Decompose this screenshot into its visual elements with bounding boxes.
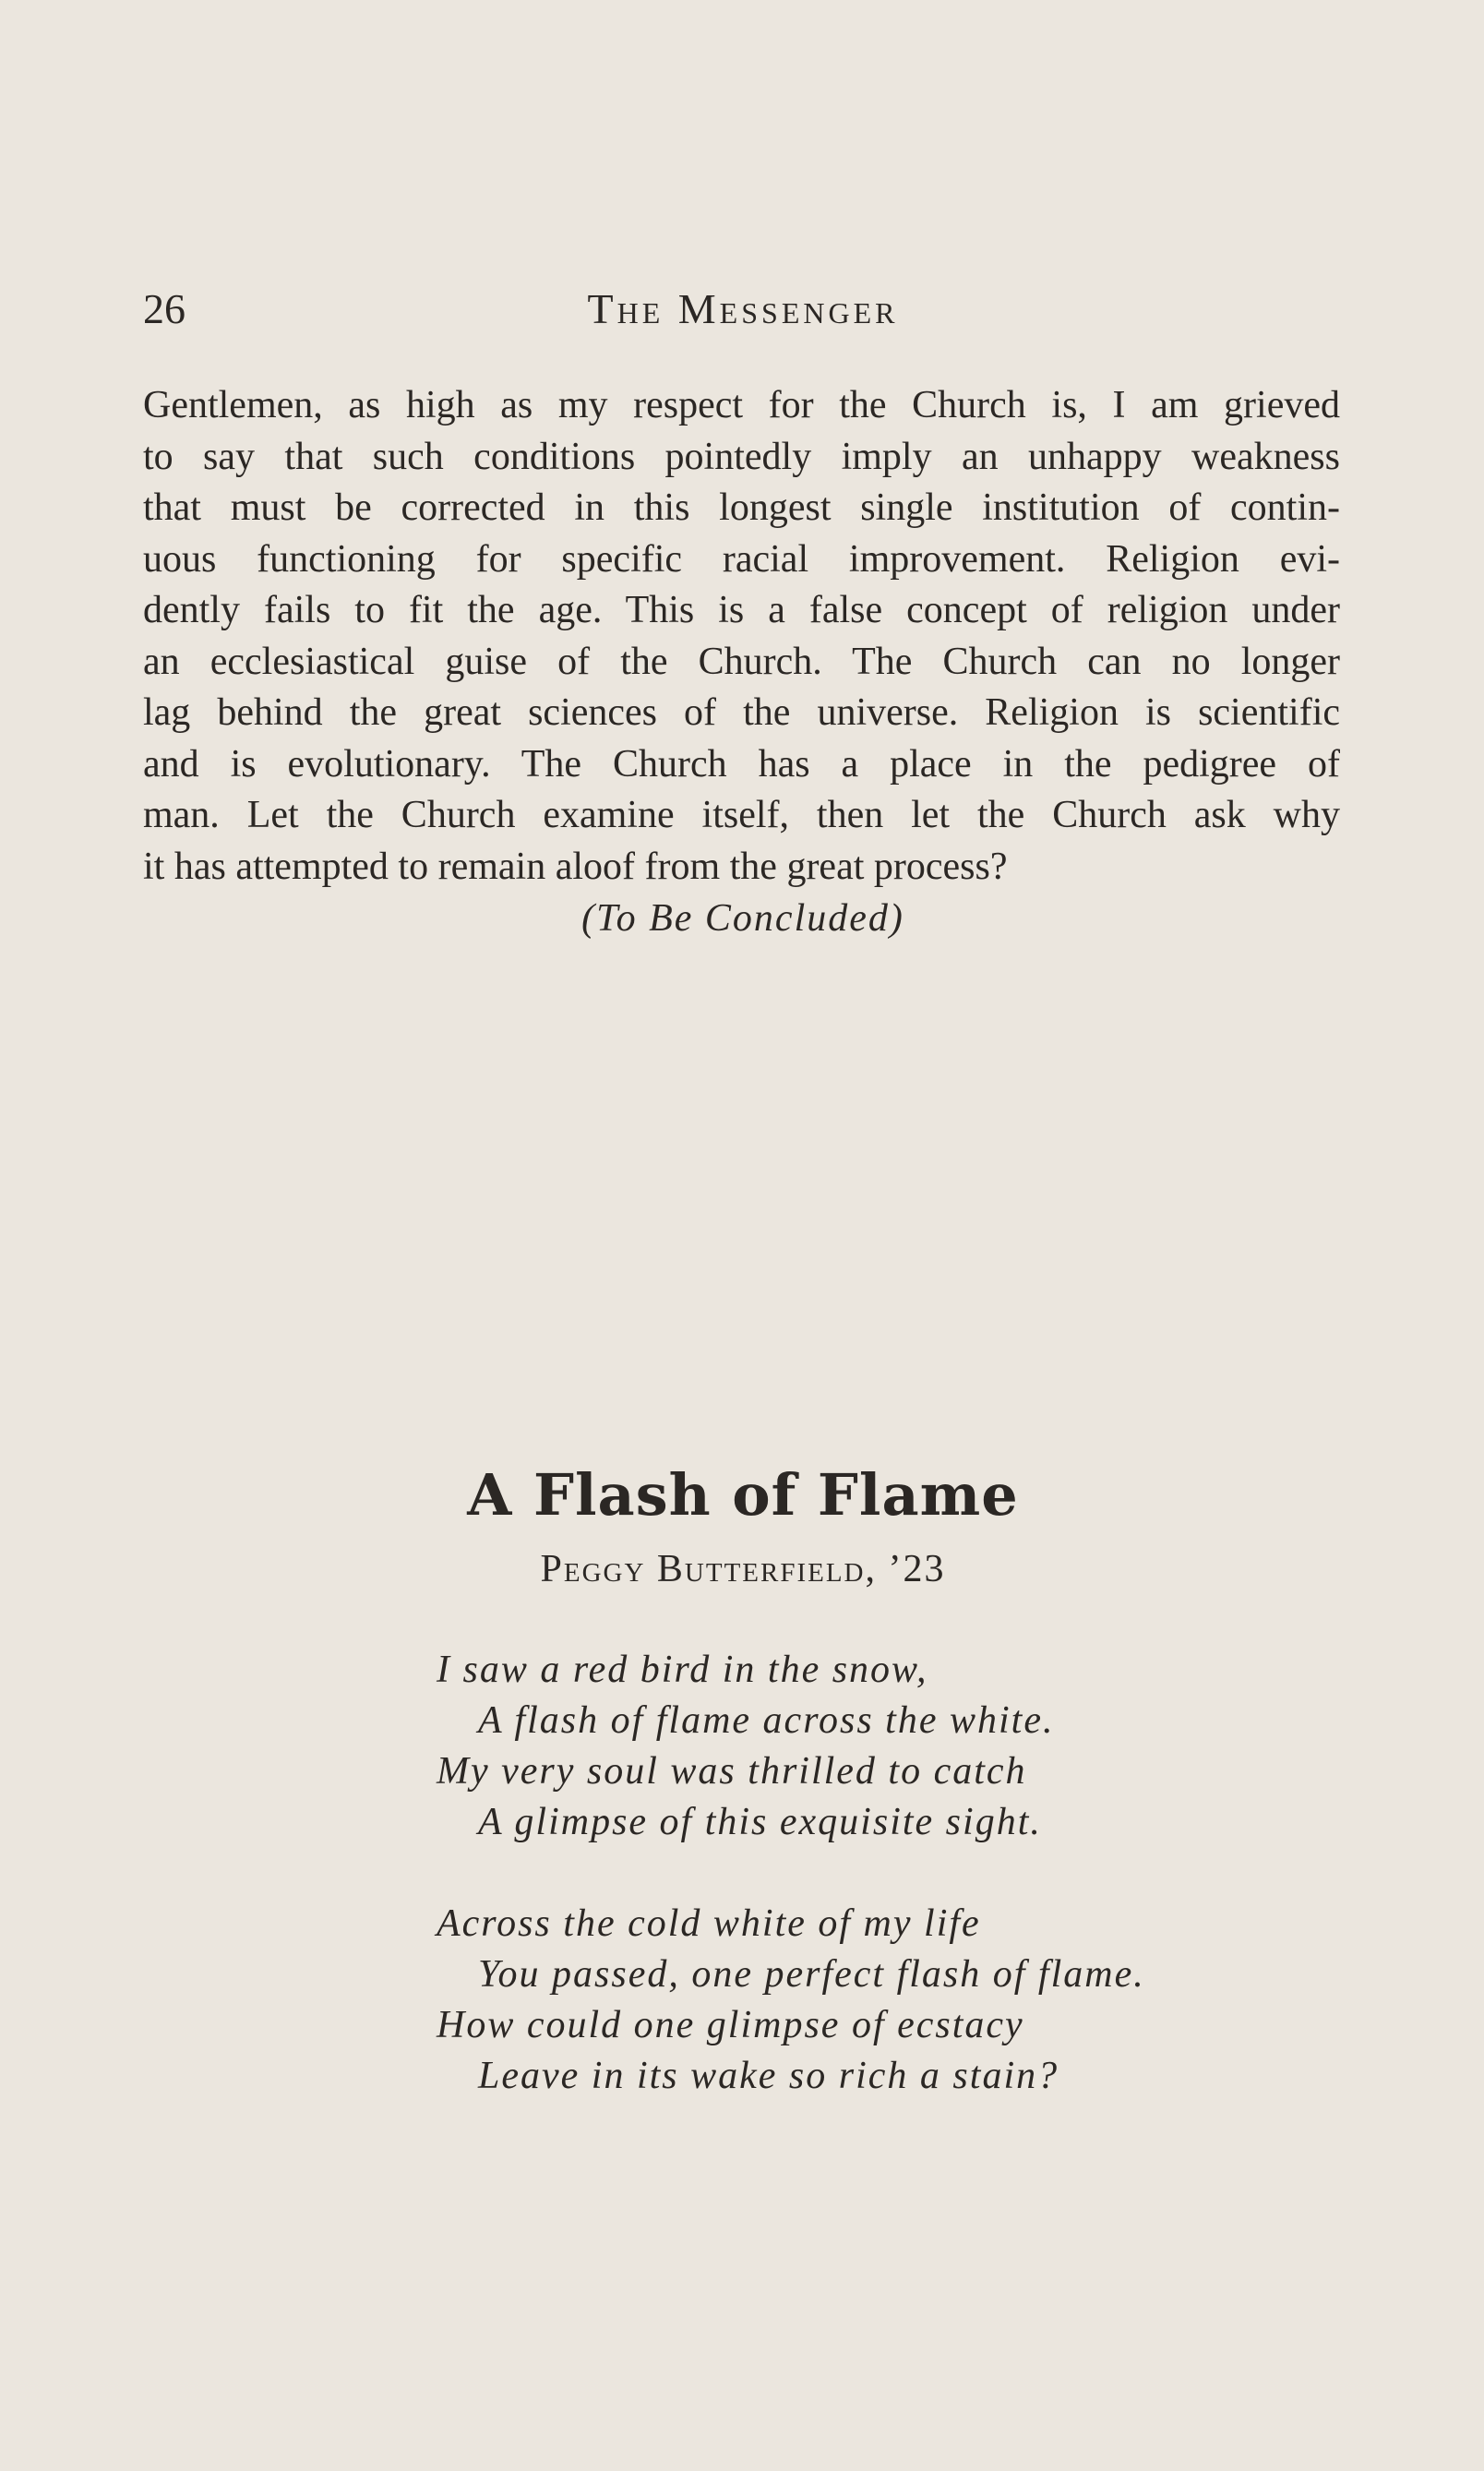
paragraph-line: uous functioning for specific racial improvement. Religion evi- [143, 537, 1340, 581]
poem-body [437, 1645, 1267, 2153]
poem-line: I saw a red bird in the snow, [437, 1649, 928, 1691]
running-title: The Messenger [587, 285, 899, 332]
poem-line: Leave in its wake so rich a stain? [478, 2055, 1059, 2097]
poem-author: Peggy Butterfield, ’23 [540, 1548, 946, 1590]
paragraph-line: it has attempted to remain aloof from the great process? [143, 845, 1008, 888]
poem-stanza [437, 1899, 1267, 2102]
paragraph-line: man. Let the Church examine itself, then let the Church ask why [143, 794, 1340, 836]
poem-title: A Flash of Flame [467, 1461, 1019, 1529]
poem-line: A flash of flame across the white. [478, 1699, 1055, 1742]
poem-line: Across the cold white of my life [437, 1902, 981, 1945]
paragraph-line: and is evolutionary. The Church has a place in the pedigree of [143, 742, 1340, 786]
paragraph-line: to say that such conditions pointedly imply an unhappy weakness [143, 435, 1340, 478]
paragraph-line: lag behind the great sciences of the universe. Religion is scientific [143, 691, 1340, 734]
paragraph-line: Gentlemen, as high as my respect for the Church is, I am grieved [143, 384, 1340, 426]
paragraph-line: that must be corrected in this longest single institution of contin- [143, 486, 1340, 529]
poem-line: You passed, one perfect flash of flame. [478, 1953, 1145, 1996]
poem-line: A glimpse of this exquisite sight. [478, 1801, 1042, 1843]
article-paragraph [143, 380, 1340, 893]
poem-line: How could one glimpse of ecstacy [437, 2004, 1024, 2046]
poem-stanza [437, 1645, 1267, 1848]
paragraph-line: an ecclesiastical guise of the Church. The Church can no longer [143, 640, 1340, 683]
paragraph-line: dently fails to fit the age. This is a false concept of religion under [143, 589, 1340, 631]
poem-line: My very soul was thrilled to catch [437, 1750, 1027, 1793]
continuation-note: (To Be Concluded) [581, 897, 904, 940]
page-number: 26 [143, 285, 186, 332]
page-header [143, 282, 1343, 337]
